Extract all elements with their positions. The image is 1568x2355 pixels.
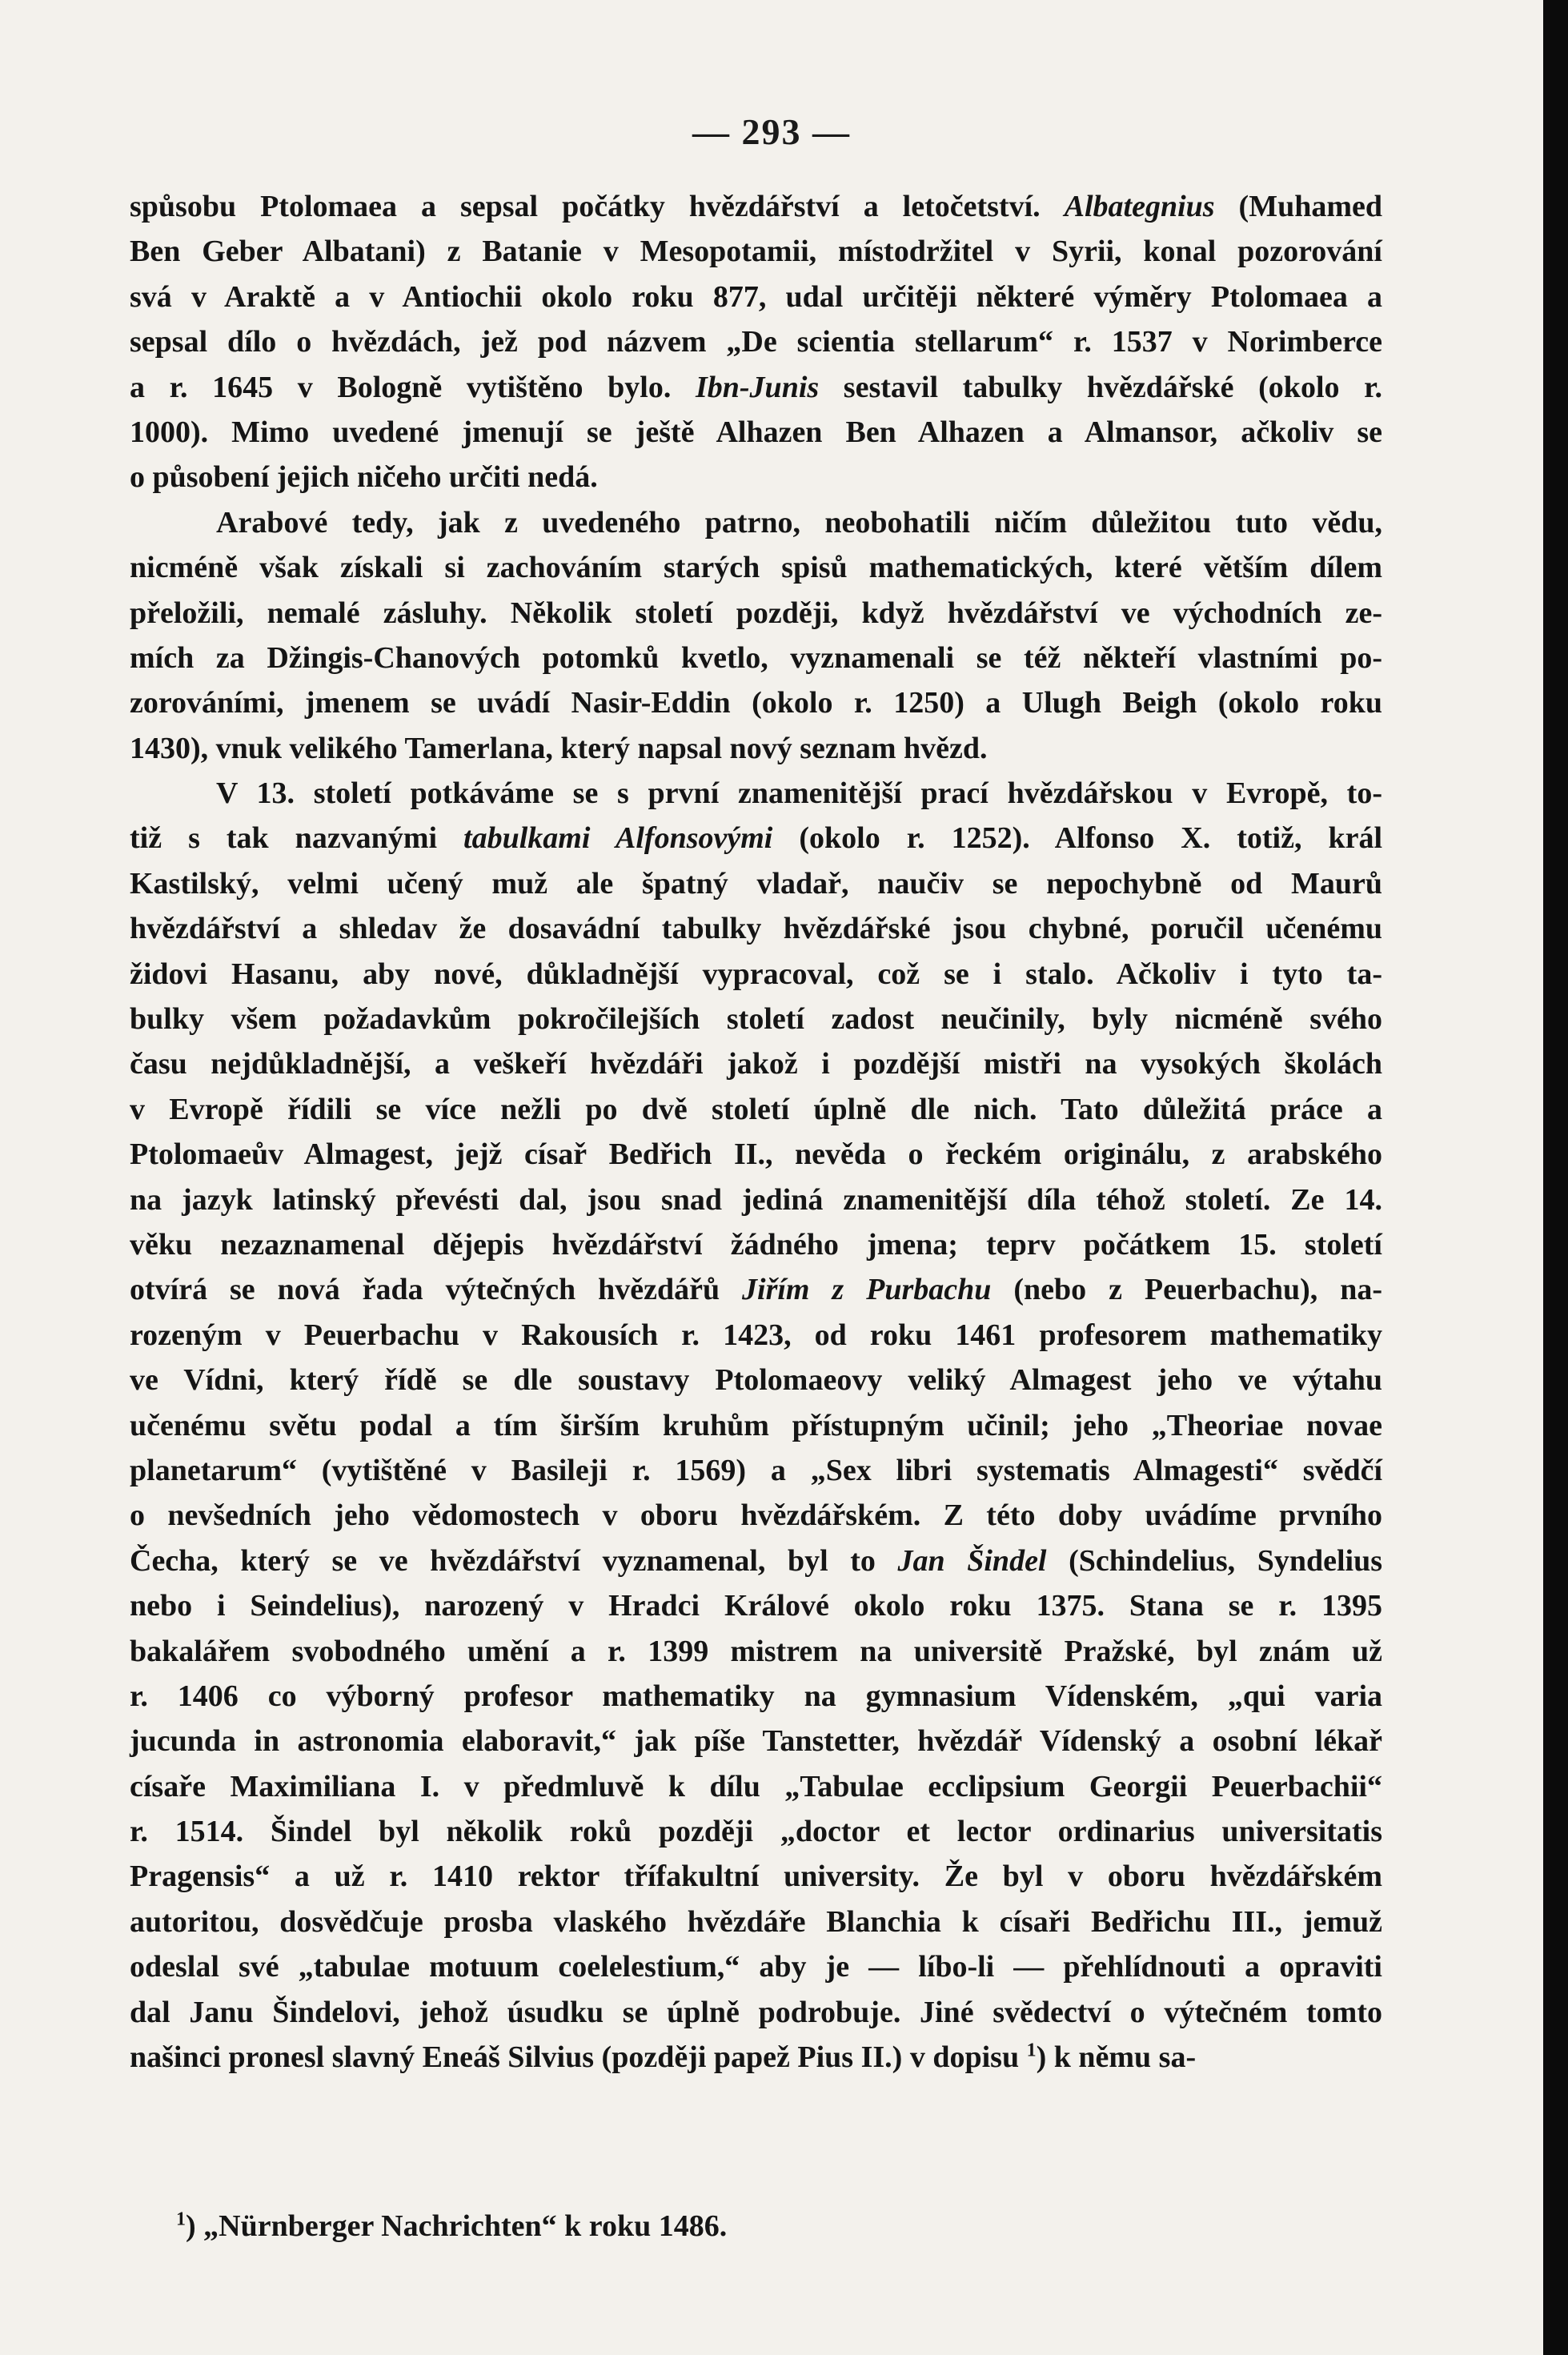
page-number: — 293 — — [692, 111, 851, 152]
text-line: a r. 1645 v Bologně vytištěno bylo. Ibn-Junis sestavil tabulky hvězdářské (okolo r. — [130, 370, 1382, 404]
text-line: autoritou, dosvědčuje prosba vlaského hvězdáře Blanchia k císaři Bedřichu III., jemuž — [130, 1904, 1382, 1939]
text-line: ve Vídni, který řídě se dle soustavy Ptolomaeovy veliký Almagest jeho ve výtahu — [130, 1363, 1382, 1398]
italic-term: Jan Šindel — [897, 1543, 1047, 1578]
text-line: o působení jejich ničeho určiti nedá. — [130, 460, 598, 495]
text-line: Kastilský, velmi učený muž ale špatný vladař, naučiv se nepochybně od Maurů — [130, 866, 1382, 901]
text-line: Arabové tedy, jak z uvedeného patrno, neobohatili ničím důležitou tuto vědu, — [216, 505, 1382, 540]
text-line: V 13. století potkáváme se s první znamenitější prací hvězdářskou v Evropě, to- — [216, 776, 1382, 811]
text-line: našinci pronesl slavný Eneáš Silvius (později papež Pius II.) v dopisu $^1$) k němu sa- — [130, 2040, 1197, 2075]
text-line: císaře Maximiliana I. v předmluvě k dílu „Tabulae ecclipsium Georgii Peuerbachii“ — [130, 1769, 1382, 1803]
text-line: mích za Džingis-Chanových potomků kvetlo, vyznamenali se též někteří vlastními po- — [130, 640, 1382, 675]
text-line: dal Janu Šindelovi, jehož úsudku se úplně podrobuje. Jiné svědectví o výtečném tomto — [130, 1995, 1382, 2029]
text-line: sepsal dílo o hvězdách, jež pod názvem „De scientia stellarum“ r. 1537 v Norimberce — [130, 325, 1382, 359]
text-line: času nejdůkladnější, a veškeří hvězdáři jakož i pozdější mistři na vysokých školách — [130, 1047, 1382, 1081]
text-line: hvězdářství a shledav že dosavádní tabulky hvězdářské jsou chybné, poručil učenému — [130, 912, 1382, 946]
text-line: Pragensis“ a už r. 1410 rektor třífakultní university. Že byl v oboru hvězdářském — [130, 1860, 1382, 1894]
italic-term: Ibn-Junis — [695, 370, 820, 404]
text-line: Ben Geber Albatani) z Batanie v Mesopotamii, místodržitel v Syrii, konal pozorování — [130, 235, 1382, 269]
italic-term: Jiřím z Purbachu — [742, 1273, 992, 1307]
text-line: rozeným v Peuerbachu v Rakousích r. 1423, od roku 1461 profesorem mathematiky — [130, 1318, 1382, 1352]
text-line: zorováními, jmenem se uvádí Nasir-Eddin (okolo r. 1250) a Ulugh Beigh (okolo roku — [130, 686, 1382, 720]
footnote-marker: 1 — [176, 2209, 186, 2230]
text-line: na jazyk latinský převésti dal, jsou snad jediná znamenitější díla téhož století. Ze 14. — [130, 1182, 1382, 1217]
footnote — [176, 2204, 1297, 2249]
scan-edge — [1543, 0, 1568, 2355]
text-line: nicméně však získali si zachováním starých spisů mathematických, které větším dílem — [130, 551, 1382, 585]
body-text — [130, 184, 1382, 2080]
italic-term: Albategnius — [1064, 190, 1215, 223]
text-line: učenému světu podal a tím širším kruhům přístupným učinil; jeho „Theoriae novae — [130, 1408, 1382, 1442]
text-line: o nevšedních jeho vědomostech v oboru hvězdářském. Z této doby uvádíme prvního — [130, 1498, 1382, 1533]
text-line: v Evropě řídili se více nežli po dvě století úplně dle nich. Tato důležitá práce a — [130, 1092, 1382, 1126]
text-line: spůsobu Ptolomaea a sepsal počátky hvězdářství a letočetství. Albategnius (Muhamed — [130, 190, 1382, 223]
italic-term: tabulkami Alfonsovými — [463, 821, 773, 856]
text-line: věku nezaznamenal dějepis hvězdářství žádného jmena; teprv počátkem 15. století — [130, 1227, 1382, 1262]
text-line: nebo i Seindelius), narozený v Hradci Králové okolo roku 1375. Stana se r. 1395 — [130, 1589, 1382, 1623]
text-line: otvírá se nová řada výtečných hvězdářů Jiřím z Purbachu (nebo z Peuerbachu), na- — [130, 1273, 1383, 1307]
text-line: bakalářem svobodného umění a r. 1399 mistrem na universitě Pražské, byl znám už — [130, 1634, 1382, 1668]
text-line: 1000). Mimo uvedené jmenují se ještě Alhazen Ben Alhazen a Almansor, ačkoliv se — [130, 415, 1382, 449]
text-line: židovi Hasanu, aby nové, důkladnější vypracoval, což se i stalo. Ačkoliv i tyto ta- — [130, 957, 1382, 991]
text-line: r. 1406 co výborný profesor mathematiky na gymnasium Vídenském, „qui varia — [130, 1679, 1382, 1713]
footnote-text: ) „Nürnberger Nachrichten“ k roku 1486. — [186, 2209, 728, 2243]
text-line: Ptolomaeův Almagest, jejž císař Bedřich II., nevěda o řeckém originálu, z arabského — [130, 1137, 1382, 1172]
text-line: tiž s tak nazvanými tabulkami Alfonsovými (okolo r. 1252). Alfonso X. totiž, král — [130, 821, 1383, 856]
text-line: r. 1514. Šindel byl několik roků později „doctor et lector ordinarius universitatis — [130, 1815, 1382, 1849]
text-line: Čecha, který se ve hvězdářství vyznamenal, byl to Jan Šindel (Schindelius, Syndelius — [130, 1543, 1383, 1578]
text-line: jucunda in astronomia elaboravit,“ jak píše Tanstetter, hvězdář Vídenský a osobní lékař — [130, 1724, 1382, 1759]
text-line: svá v Araktě a v Antiochii okolo roku 877, udal určitěji některé výměry Ptolomaea a — [130, 279, 1382, 314]
text-line: planetarum“ (vytištěné v Basileji r. 1569) a „Sex libri systematis Almagesti“ svědčí — [130, 1453, 1382, 1487]
text-line: 1430), vnuk velikého Tamerlana, který napsal nový seznam hvězd. — [130, 731, 988, 765]
text-line: bulky všem požadavkům pokročilejších století zadost neučinily, byly nicméně svého — [130, 1002, 1382, 1037]
text-line: odeslal své „tabulae motuum coelelestium,“ aby je — líbo-li — přehlídnouti a opraviti — [130, 1950, 1382, 1984]
footnote-ref: 1 — [1026, 2040, 1037, 2061]
text-line: přeložili, nemalé zásluhy. Několik století později, když hvězdářství ve východních ze- — [130, 596, 1382, 630]
